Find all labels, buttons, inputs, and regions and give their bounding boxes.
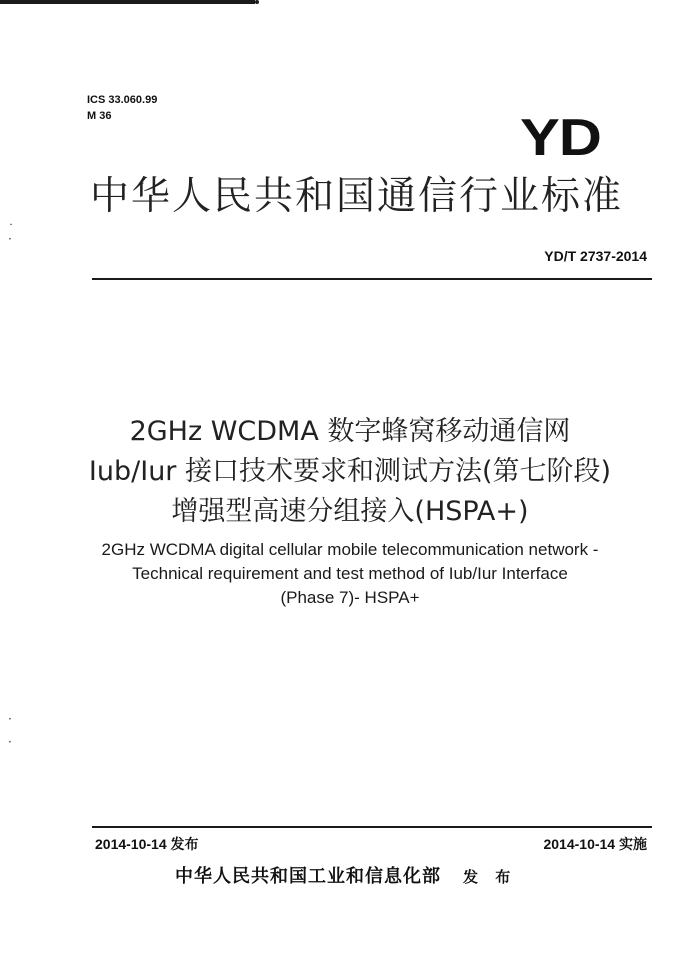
scan-artifact: · [8,735,12,749]
publish-verb: 发 布 [463,868,517,886]
title-line: 2GHz WCDMA 数字蜂窝移动通信网 [129,416,571,447]
top-rule [0,0,255,4]
scan-artifact: · [8,712,12,726]
scan-artifact: ˙ [8,222,14,236]
yd-logo: YD [520,109,601,167]
category-code: M 36 [87,110,112,122]
standard-number: YD/T 2737-2014 [544,248,647,264]
publisher-name: 中华人民共和国工业和信息化部 [175,866,441,887]
scan-artifact: · [8,232,12,246]
ics-code: ICS 33.060.99 [87,94,158,106]
title-line: Iub/Iur 接口技术要求和测试方法(第七阶段) [88,456,612,487]
document-title-english [0,538,700,610]
issue-date: 2014-10-14 发布 [95,836,199,852]
publisher [175,862,516,888]
implementation-date: 2014-10-14 实施 [543,836,647,852]
standard-title: 中华人民共和国通信行业标准 [90,174,624,219]
title-line: Technical requirement and test method of Iub/Iur Interface [132,564,568,583]
top-rule-end [255,0,259,4]
title-line: 增强型高速分组接入(HSPA+) [171,496,529,527]
header-divider [92,278,652,280]
footer-divider [92,826,652,828]
title-line: 2GHz WCDMA digital cellular mobile telecommunication network - [101,540,599,559]
title-line: (Phase 7)- HSPA+ [280,588,420,607]
document-title-chinese [0,412,700,532]
